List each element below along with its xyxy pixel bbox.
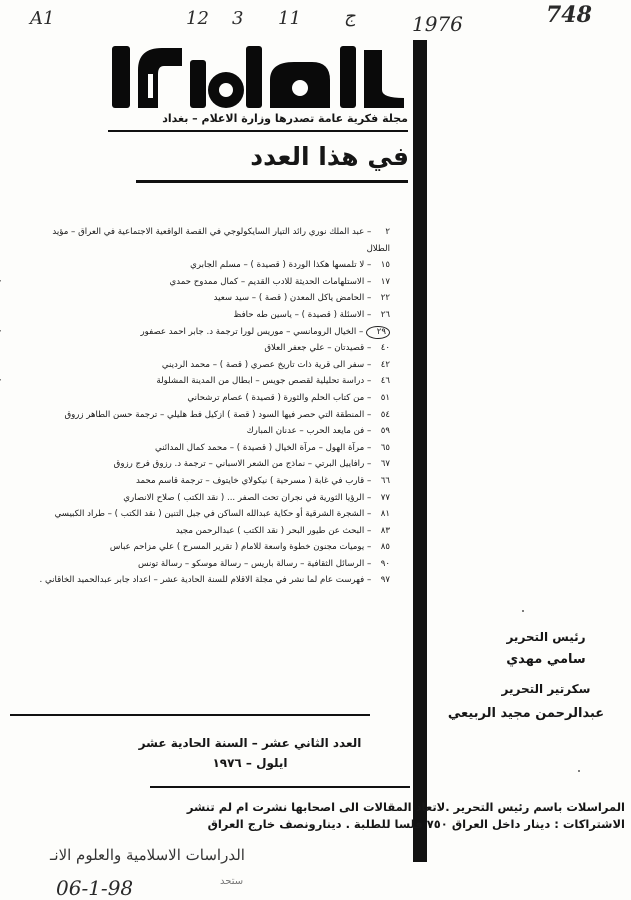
handwritten-number: 12 bbox=[186, 8, 209, 29]
footer-divider bbox=[150, 786, 410, 788]
toc-item-14[interactable]: ٦٧ – رافاييل البرتي – نماذج من الشعر الاسباني – ترجمة د. رزوق فرج رزوق bbox=[8, 456, 390, 473]
handwritten-number: 11 bbox=[278, 8, 301, 29]
toc-item-3[interactable]: ١٧ – الاستلهامات الحديثة للادب القديم – كمال ممدوح حمدي bbox=[8, 274, 390, 291]
toc-title: فن مايعد الحرب – عدنان المبارك bbox=[246, 426, 365, 437]
section-title: في هذا العدد bbox=[250, 142, 409, 171]
toc-item-15[interactable]: ٦٦ – قارب في غابة ( مسرحية ) نيكولاي خايتوف – ترجمة قاسم محمد bbox=[8, 473, 390, 490]
toc-page-number: ٩٧ bbox=[380, 575, 390, 586]
vertical-divider-bar bbox=[413, 40, 427, 862]
toc-item-1[interactable]: ٢ – عبد الملك نوري رائد التيار السايكولوجي في القصة الواقعية الاجتماعية في العراق – مؤيد الطلال bbox=[8, 224, 390, 257]
toc-page-number: ٦٥ bbox=[380, 442, 390, 453]
toc-item-7[interactable]: ٤٠ – قصيدتان – علي جعفر العلاق bbox=[8, 340, 390, 357]
toc-item-6[interactable]: ٢٩ – الخيال الرومانسي – موريس لورا ترجمة د. جابر احمد عصفور bbox=[8, 324, 390, 341]
toc-title: رافاييل البرتي – نماذج من الشعر الاسباني – ترجمة د. رزوق فرج رزوق bbox=[113, 459, 365, 470]
toc-title: دراسة تحليلية لقصص جويس – ابطال من المدينة المشلولة bbox=[156, 376, 365, 387]
handwritten-ref-a1: A1 bbox=[30, 8, 55, 29]
toc-title: الخيال الرومانسي – موريس لورا ترجمة د. جابر احمد عصفور bbox=[140, 326, 357, 337]
masthead-tagline: مجلة فكرية عامة تصدرها وزارة الاعلام – بغداد bbox=[162, 112, 408, 125]
handwritten-catalog-number: 748 bbox=[546, 2, 592, 28]
toc-item-2[interactable]: ١٥ – لا تلمسها هكذا الوردة ( قصيدة ) – مسلم الجابري bbox=[8, 257, 390, 274]
toc-page-number: ٤٦ bbox=[380, 376, 390, 387]
issue-divider bbox=[10, 714, 370, 716]
toc-title: الرؤيا الثورية في نجران تحت الصفر ... ( نقد الكتب ) صلاح الانصاري bbox=[123, 492, 365, 503]
masthead-logo bbox=[108, 40, 408, 116]
toc-item-19[interactable]: ٨٥ – يوميات مجنون خطوة واسعة للامام ( تقرير المسرح ) علي مزاحم عباس bbox=[8, 539, 390, 556]
toc-title: الاسئلة ( قصيدة ) – ياسين طه حافظ bbox=[233, 309, 365, 320]
subscriptions-note: الاشتراكات : دينار داخل العراق ٧٥٠ فلسا للطلبة . دينارونصف خارج العراق bbox=[207, 817, 625, 831]
toc-title: المنطقة التي حصر فيها السود ( قصة ) ازكيل فط هليلي – ترجمة حسن الطاهر زروق bbox=[64, 409, 365, 420]
plus-mark-icon bbox=[0, 324, 2, 341]
toc-item-13[interactable]: ٦٥ – مرآة الهول – مرآة الخيال ( قصيدة ) – محمد كمال المدائني bbox=[8, 440, 390, 457]
toc-title: من كتاب الحلم والثورة ( قصيدة ) عصام ترشحاني bbox=[187, 392, 365, 403]
toc-page-number: ٥٩ bbox=[380, 426, 390, 437]
toc-page-number: ٨٥ bbox=[380, 542, 390, 553]
toc-title: مرآة الهول – مرآة الخيال ( قصيدة ) – محمد كمال المدائني bbox=[155, 442, 365, 453]
toc-title: فهرست عام لما نشر في مجلة الاقلام للسنة الحادية عشر – اعداد جابر عبدالحميد الخاقاني . bbox=[39, 575, 365, 586]
toc-item-10[interactable]: ٥١ – من كتاب الحلم والثورة ( قصيدة ) عصام ترشحاني bbox=[8, 390, 390, 407]
toc-item-21[interactable]: ٩٧ – فهرست عام لما نشر في مجلة الاقلام للسنة الحادية عشر – اعداد جابر عبدالحميد الخاقاني . bbox=[8, 572, 390, 589]
toc-item-11[interactable]: ٥٤ – المنطقة التي حصر فيها السود ( قصة ) ازكيل فط هليلي – ترجمة حسن الطاهر زروق bbox=[8, 407, 390, 424]
toc-item-12[interactable]: ٥٩ – فن مايعد الحرب – عدنان المبارك bbox=[8, 423, 390, 440]
toc-page-number: ٧٧ bbox=[380, 492, 390, 503]
toc-page-number-circled: ٢٩ bbox=[366, 326, 390, 339]
toc-page-number: ٢٢ bbox=[380, 293, 390, 304]
toc-page-number: ١٧ bbox=[380, 276, 390, 287]
scan-speck bbox=[522, 610, 524, 612]
toc-page-number: ٥٤ bbox=[380, 409, 390, 420]
toc-page-number: ٨٣ bbox=[380, 525, 390, 536]
section-title-divider bbox=[136, 180, 408, 183]
toc-page-number: ٨١ bbox=[380, 509, 390, 520]
toc-page-number: ٢ bbox=[385, 227, 390, 237]
issue-number: العدد الثاني عشر – السنة الحادية عشر bbox=[138, 736, 362, 750]
toc-title: يوميات مجنون خطوة واسعة للامام ( تقرير المسرح ) علي مزاحم عباس bbox=[109, 542, 365, 553]
toc-item-20[interactable]: ٩٠ – الرسائل الثقافية – رسالة باريس – رسالة موسكو – رسالة تونس bbox=[8, 556, 390, 573]
handwritten-date: 06-1-98 bbox=[56, 876, 134, 900]
plus-mark-icon bbox=[0, 373, 2, 390]
toc-title: الحامض ياكل المعدن ( قصة ) – سيد سعيد bbox=[213, 293, 365, 304]
toc-item-5[interactable]: ٢٦ – الاسئلة ( قصيدة ) – ياسين طه حافظ bbox=[8, 307, 390, 324]
plus-mark-icon bbox=[0, 274, 2, 291]
managing-editor-name: عبدالرحمن مجيد الربيعي bbox=[447, 706, 605, 721]
handwritten-note: ج bbox=[344, 6, 356, 27]
toc-title: لا تلمسها هكذا الوردة ( قصيدة ) – مسلم الجابري bbox=[190, 260, 365, 271]
toc-page-number: ٤٠ bbox=[380, 343, 390, 354]
toc-page-number: ١٥ bbox=[380, 260, 390, 271]
toc-item-17[interactable]: ٨١ – الشجرة الشرقية أو حكاية عبدالله الساكن في جبل التنين ( نقد الكتب ) – طراد الكبيسي bbox=[8, 506, 390, 523]
toc-item-8[interactable]: ٤٢ – سفر الى قرية ذات تاريخ عصري ( قصة ) – محمد الرديني bbox=[8, 357, 390, 374]
stamp-faded-text: ستحد bbox=[220, 876, 244, 887]
issue-date: ايلول – ١٩٧٦ bbox=[212, 756, 288, 770]
toc-title: قصيدتان – علي جعفر العلاق bbox=[264, 343, 365, 354]
toc-page-number: ٤٢ bbox=[380, 359, 390, 370]
handwritten-number: 3 bbox=[232, 8, 244, 29]
editor-in-chief-name: سامي مهدي bbox=[506, 652, 586, 667]
toc-title: عبد الملك نوري رائد التيار السايكولوجي في القصة الواقعية الاجتماعية في العراق – مؤيد الطلال bbox=[52, 227, 390, 254]
managing-editor-title: سكرتير التحرير bbox=[501, 682, 591, 696]
toc-page-number: ٢٦ bbox=[380, 309, 390, 320]
toc-page-number: ٦٦ bbox=[380, 475, 390, 486]
handwritten-year: 1976 bbox=[412, 12, 463, 36]
masthead-divider bbox=[108, 130, 408, 132]
toc-page-number: ٩٠ bbox=[380, 558, 390, 569]
library-stamp: الدراسات الاسلامية والعلوم الانـ bbox=[50, 846, 245, 864]
toc-title: الاستلهامات الحديثة للادب القديم – كمال ممدوح حمدي bbox=[169, 276, 365, 287]
toc-item-18[interactable]: ٨٣ – البحث عن طيور البحر ( نقد الكتب ) عبدالرحمن مجيد bbox=[8, 523, 390, 540]
toc-item-16[interactable]: ٧٧ – الرؤيا الثورية في نجران تحت الصفر ... ( نقد الكتب ) صلاح الانصاري bbox=[8, 490, 390, 507]
toc-item-4[interactable]: ٢٢ – الحامض ياكل المعدن ( قصة ) – سيد سعيد bbox=[8, 290, 390, 307]
toc-title: الشجرة الشرقية أو حكاية عبدالله الساكن في جبل التنين ( نقد الكتب ) – طراد الكبيسي bbox=[54, 509, 365, 520]
toc-page-number: ٦٧ bbox=[380, 459, 390, 470]
toc-item-9[interactable]: ٤٦ – دراسة تحليلية لقصص جويس – ابطال من المدينة المشلولة bbox=[8, 373, 390, 390]
editor-in-chief-title: رئيس التحرير bbox=[506, 630, 586, 644]
table-of-contents bbox=[8, 224, 390, 589]
correspondence-note: المراسلات باسم رئيس التحرير .لاتعاد المقالات الى اصحابها نشرت ام لم تنشر bbox=[186, 800, 625, 814]
scan-speck bbox=[578, 770, 580, 772]
toc-page-number: ٥١ bbox=[380, 392, 390, 403]
toc-title: الرسائل الثقافية – رسالة باريس – رسالة موسكو – رسالة تونس bbox=[137, 558, 365, 569]
toc-title: قارب في غابة ( مسرحية ) نيكولاي خايتوف – ترجمة قاسم محمد bbox=[135, 475, 365, 486]
toc-title: سفر الى قرية ذات تاريخ عصري ( قصة ) – محمد الرديني bbox=[161, 359, 365, 370]
toc-title: البحث عن طيور البحر ( نقد الكتب ) عبدالرحمن مجيد bbox=[175, 525, 365, 536]
